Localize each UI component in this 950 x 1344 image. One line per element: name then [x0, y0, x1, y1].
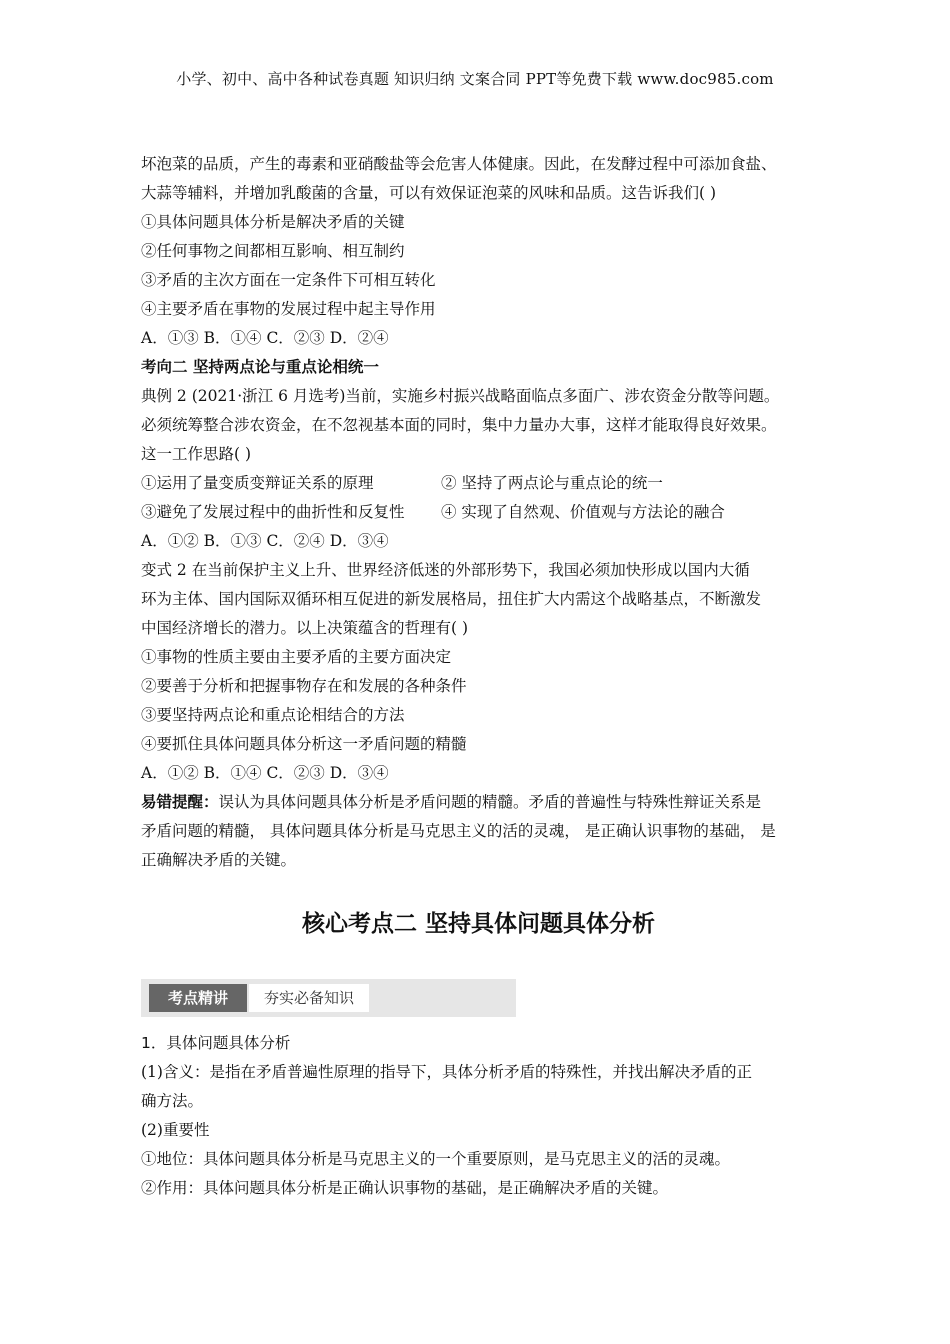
dianli2-options-row-2 — [141, 498, 821, 527]
tip-line-2: 矛盾问题的精髓， 具体问题具体分析是马克思主义的活的灵魂， 是正确认识事物的基础， 是 — [141, 822, 776, 840]
bianshi2-answers: A．①② B．①④ C．②③ D．③④ — [141, 764, 389, 782]
dianli2-line-2: 必须统筹整合涉农资金，在不忽视基本面的同时，集中力量办大事，这样才能取得良好效果。 — [141, 416, 777, 434]
q1-option-3: ③矛盾的主次方面在一定条件下可相互转化 — [141, 271, 436, 289]
knowledge-meaning-2: 确方法。 — [141, 1092, 204, 1110]
knowledge-meaning-1: (1)含义：是指在矛盾普遍性原理的指导下，具体分析矛盾的特殊性，并找出解决矛盾的正 — [141, 1063, 752, 1081]
bianshi2-line-1: 变式 2 在当前保护主义上升、世界经济低迷的外部形势下，我国必须加快形成以国内大循 — [141, 561, 750, 579]
q1-option-1: ①具体问题具体分析是解决矛盾的关键 — [141, 213, 405, 231]
banner-label-dark: 考点精讲 — [149, 984, 247, 1012]
dianli2-option-3: ③避免了发展过程中的曲折性和反复性 — [141, 503, 405, 521]
knowledge-status: ①地位：具体问题具体分析是马克思主义的一个重要原则，是马克思主义的活的灵魂。 — [141, 1150, 731, 1168]
tip-text-1: 误认为具体问题具体分析是矛盾问题的精髓。矛盾的普遍性与特殊性辩证关系是 — [218, 793, 762, 811]
dianli2-option-4: ④ 实现了自然观、价值观与方法论的融合 — [441, 503, 725, 521]
bianshi2-option-4: ④要抓住具体问题具体分析这一矛盾问题的精髓 — [141, 735, 467, 753]
q1-answers: A．①③ B．①④ C．②③ D．②④ — [141, 329, 389, 347]
bianshi2-option-2: ②要善于分析和把握事物存在和发展的各种条件 — [141, 677, 467, 695]
dianli2-line-1: 典例 2 (2021·浙江 6 月选考)当前，实施乡村振兴战略面临点多面广、涉农资金分散等问题。 — [141, 387, 780, 405]
q1-line-1: 坏泡菜的品质，产生的毒素和亚硝酸盐等会危害人体健康。因此，在发酵过程中可添加食盐、 — [141, 155, 777, 173]
q1-option-2: ②任何事物之间都相互影响、相互制约 — [141, 242, 405, 260]
bianshi2-option-3: ③要坚持两点论和重点论相结合的方法 — [141, 706, 405, 724]
dianli2-options-row-1 — [141, 469, 821, 498]
section-banner — [141, 979, 516, 1017]
banner-label-light: 夯实必备知识 — [249, 984, 369, 1012]
section-title: 核心考点二 坚持具体问题具体分析 — [301, 911, 655, 937]
dianli2-answers: A．①② B．①③ C．②④ D．③④ — [141, 532, 389, 550]
dianli2-option-2: ② 坚持了两点论与重点论的统一 — [441, 474, 663, 492]
tip-line-3: 正确解决矛盾的关键。 — [141, 851, 297, 869]
dianli2-line-3: 这一工作思路( ) — [141, 445, 252, 463]
knowledge-role: ②作用：具体问题具体分析是正确认识事物的基础，是正确解决矛盾的关键。 — [141, 1179, 669, 1197]
dianli2-option-1: ①运用了量变质变辩证关系的原理 — [141, 474, 374, 492]
q1-option-4: ④主要矛盾在事物的发展过程中起主导作用 — [141, 300, 436, 318]
page-header: 小学、初中、高中各种试卷真题 知识归纳 文案合同 PPT等免费下载 www.doc985.com — [176, 70, 774, 88]
bianshi2-option-1: ①事物的性质主要由主要矛盾的主要方面决定 — [141, 648, 452, 666]
tip-label: 易错提醒： — [141, 793, 219, 811]
tip-line-1 — [141, 788, 821, 817]
bianshi2-line-2: 环为主体、国内国际双循环相互促进的新发展格局，扭住扩大内需这个战略基点，不断激发 — [141, 590, 762, 608]
q1-line-2: 大蒜等辅料，并增加乳酸菌的含量，可以有效保证泡菜的风味和品质。这告诉我们( ) — [141, 184, 717, 202]
bianshi2-line-3: 中国经济增长的潜力。以上决策蕴含的哲理有( ) — [141, 619, 469, 637]
knowledge-heading: 1．具体问题具体分析 — [141, 1034, 291, 1052]
kaoxiang-2-title: 考向二 坚持两点论与重点论相统一 — [141, 358, 379, 376]
knowledge-importance: (2)重要性 — [141, 1121, 210, 1139]
document-body — [141, 150, 821, 1203]
